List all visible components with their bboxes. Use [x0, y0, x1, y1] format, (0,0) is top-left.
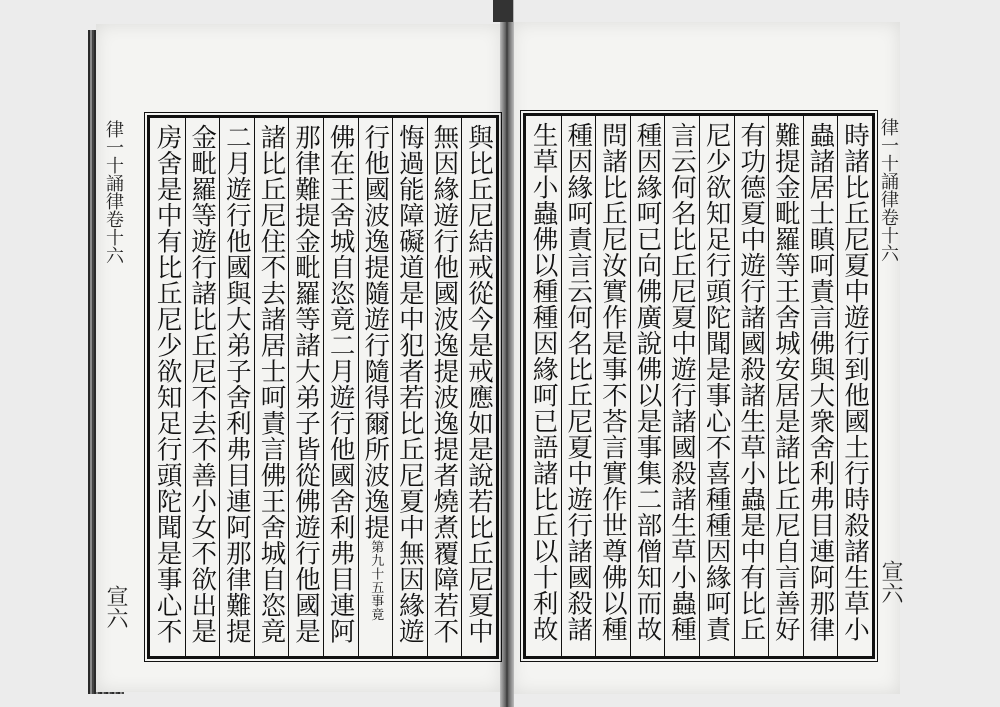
text-column: 房舍是中有比丘尼少欲知足行頭陀聞是事心不: [152, 124, 183, 644]
text-column: 問諸比丘尼汝實作是事不荅言實作世尊佛以種: [595, 116, 630, 656]
text-column: 言云何名比丘尼夏中遊行諸國殺諸生草小蟲種: [664, 116, 699, 656]
text-column: 有功德夏中遊行諸國殺諸生草小蟲是中有比丘: [734, 116, 769, 656]
text-column: 諸比丘尼住不去諸居士呵責言佛王舍城自恣竟: [254, 118, 289, 656]
right-columns: [526, 116, 872, 656]
right-margin-title: 律一十誦律卷十六: [878, 118, 899, 262]
right-text-frame: [523, 113, 875, 659]
text-column-with-note: [358, 118, 393, 656]
text-column: 無因緣遊行他國波逸提波逸提者燒煮覆障若不: [427, 118, 462, 656]
text-column: 生草小蟲佛以種種因緣呵已語諸比丘以十利故: [528, 122, 559, 642]
section-note: 第九十五事竟: [368, 540, 384, 621]
gutter-tab: [493, 0, 513, 22]
text-column: 尼少欲知足行頭陀聞是事心不喜種種因緣呵責: [699, 116, 734, 656]
left-columns: [150, 118, 496, 656]
text-column: 佛在王舍城自恣竟二月遊行他國舍利弗目連阿: [323, 118, 358, 656]
left-text-frame: [147, 115, 499, 659]
text-column: 種因緣呵已向佛廣說佛以是事集二部僧知而故: [630, 116, 665, 656]
text-column: 與比丘尼結戒從今是戒應如是說若比丘尼夏中: [461, 118, 496, 656]
left-margin-folio: 宣六: [103, 585, 128, 629]
right-margin-folio: 宣六: [878, 560, 903, 604]
text-column: 悔過能障礙道是中犯者若比丘尼夏中無因緣遊: [392, 118, 427, 656]
text-column: 二月遊行他國與大弟子舍利弗目連阿那律難提: [219, 118, 254, 656]
book-gutter: [500, 0, 514, 707]
text-column: 種因緣呵責言云何名比丘尼夏中遊行諸國殺諸: [561, 116, 596, 656]
text-column: 那律難提金毗羅等諸大弟子皆從佛遊行他國是: [288, 118, 323, 656]
text-column: 時諸比丘尼夏中遊行到他國土行時殺諸生草小: [837, 116, 872, 656]
text-column-body: 行他國波逸提隨遊行隨得爾所波逸提: [360, 124, 391, 540]
left-margin-title: 律一十誦律卷十六: [103, 120, 124, 264]
text-column: 蟲諸居士瞋呵責言佛與大衆舍利弗目連阿那律: [803, 116, 838, 656]
text-column: 金毗羅等遊行諸比丘尼不去不善小女不欲出是: [185, 118, 220, 656]
text-column: 難提金毗羅等王舍城安居是諸比丘尼自言善好: [768, 116, 803, 656]
